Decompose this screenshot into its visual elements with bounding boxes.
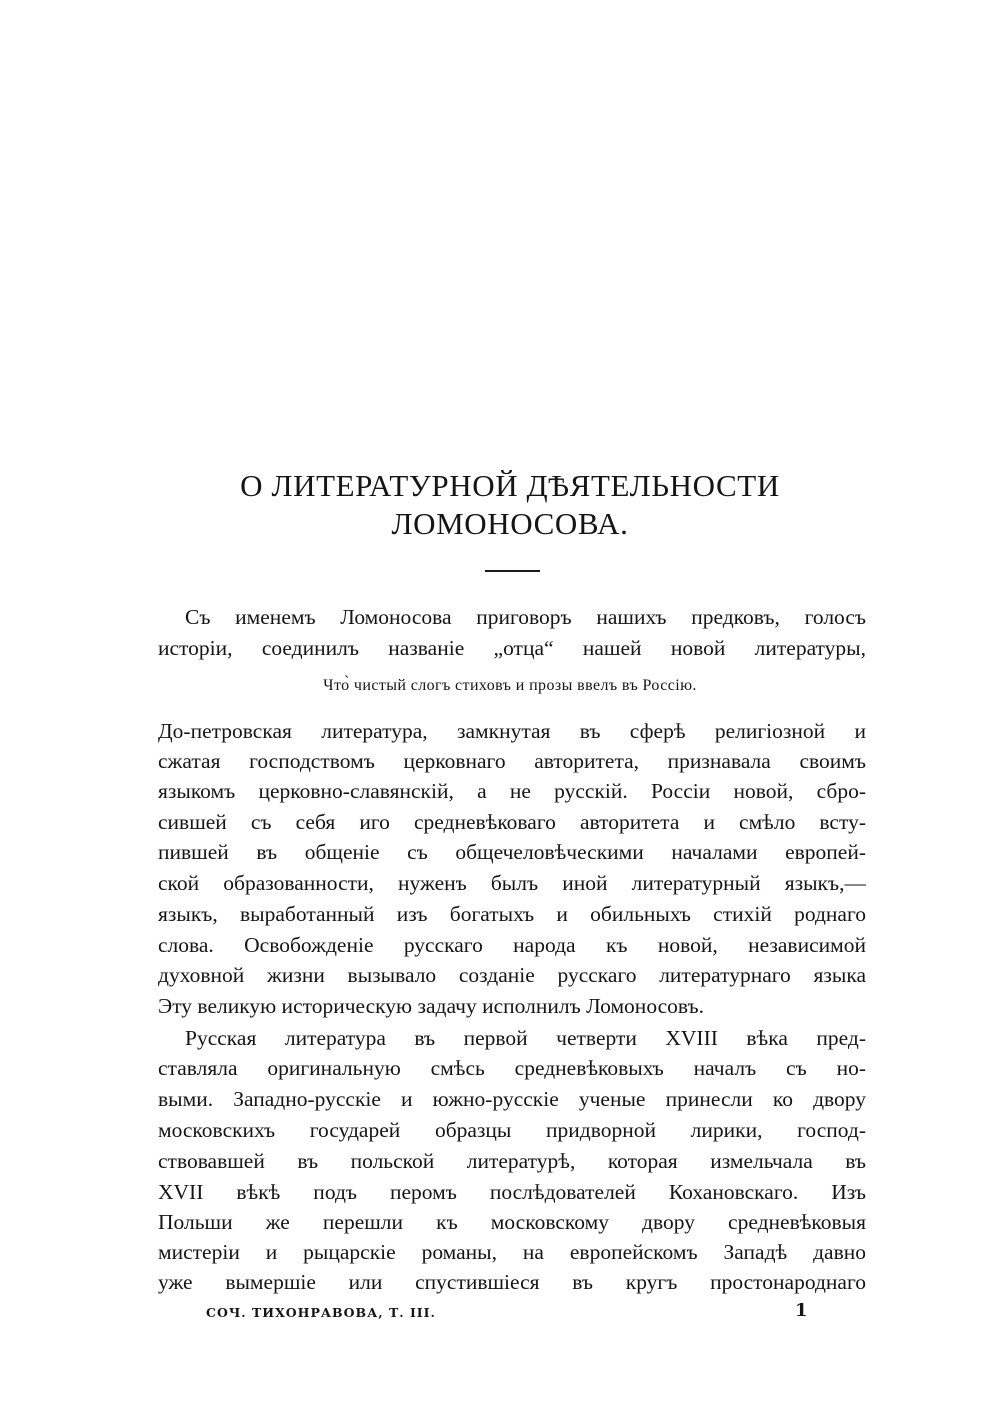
intro-line: исторіи, соединилъ названіе „отца“ нашей новой литературы,	[158, 636, 866, 660]
paragraph-1-line: слова. Освобожденіе русскаго народа къ новой, независимой	[158, 933, 866, 957]
paragraph-2-line: уже вымершіе или спустившіеся въ кругъ простонароднаго	[158, 1270, 866, 1294]
paragraph-1-line: Эту великую историческую задачу исполнилъ Ломоносовъ.	[158, 994, 705, 1018]
page-title-line-2: ЛОМОНОСОВА.	[391, 506, 629, 541]
paragraph-2-line: Польши же перешли къ московскому двору средневѣковыя	[158, 1210, 866, 1234]
page-title-line-1: О ЛИТЕРАТУРНОЙ ДѢЯТЕЛЬНОСТИ	[240, 468, 780, 503]
intro-line: Съ именемъ Ломоносова приговоръ нашихъ предковъ, голосъ	[185, 605, 866, 629]
paragraph-1-line: ской образованности, нуженъ былъ иной литературный языкъ,—	[158, 871, 866, 895]
paragraph-2-line: ставляла оригинальную смѣсь средневѣковыхъ началъ съ но-	[158, 1056, 866, 1080]
epigraph: Что̀ чистый слогъ стиховъ и прозы ввелъ въ Россію.	[323, 677, 697, 694]
paragraph-1-line: пившей въ общеніе съ общечеловѣческими началами европей-	[158, 840, 866, 864]
paragraph-2-line: выми. Западно-русскіе и южно-русскіе ученые принесли ко двору	[158, 1087, 866, 1111]
paragraph-2-line: Русская литература въ первой четверти XVIII вѣка пред-	[185, 1026, 866, 1050]
paragraph-1-line: сившей съ себя иго средневѣковаго авторитета и смѣло всту-	[158, 810, 866, 834]
paragraph-1-line: До-петровская литература, замкнутая въ сферѣ религіозной и	[158, 719, 866, 743]
paragraph-2-line: ствовавшей въ польской литературѣ, которая измельчала въ	[158, 1149, 866, 1173]
paragraph-1-line: языкъ, выработанный изъ богатыхъ и обильныхъ стихій роднаго	[158, 902, 866, 926]
paragraph-1-line: сжатая господствомъ церковнаго авторитета, признавала своимъ	[158, 749, 866, 773]
footer-signature: СОЧ. ТИХОНРАВОВА, Т. III.	[206, 1305, 436, 1320]
paragraph-2-line: московскихъ государей образцы придворной лирики, господ-	[158, 1118, 866, 1142]
page-number: 1	[795, 1300, 808, 1321]
paragraph-2-line: XVII вѣкѣ подъ перомъ послѣдователей Кохановскаго. Изъ	[158, 1180, 866, 1204]
title-divider	[485, 570, 540, 572]
paragraph-1-line: языкомъ церковно-славянскій, а не русскій. Россіи новой, сбро-	[158, 779, 866, 803]
paragraph-1-line: духовной жизни вызывало созданіе русскаго литературнаго языка	[158, 963, 866, 987]
paragraph-2-line: мистеріи и рыцарскіе романы, на европейскомъ Западѣ давно	[158, 1240, 866, 1264]
